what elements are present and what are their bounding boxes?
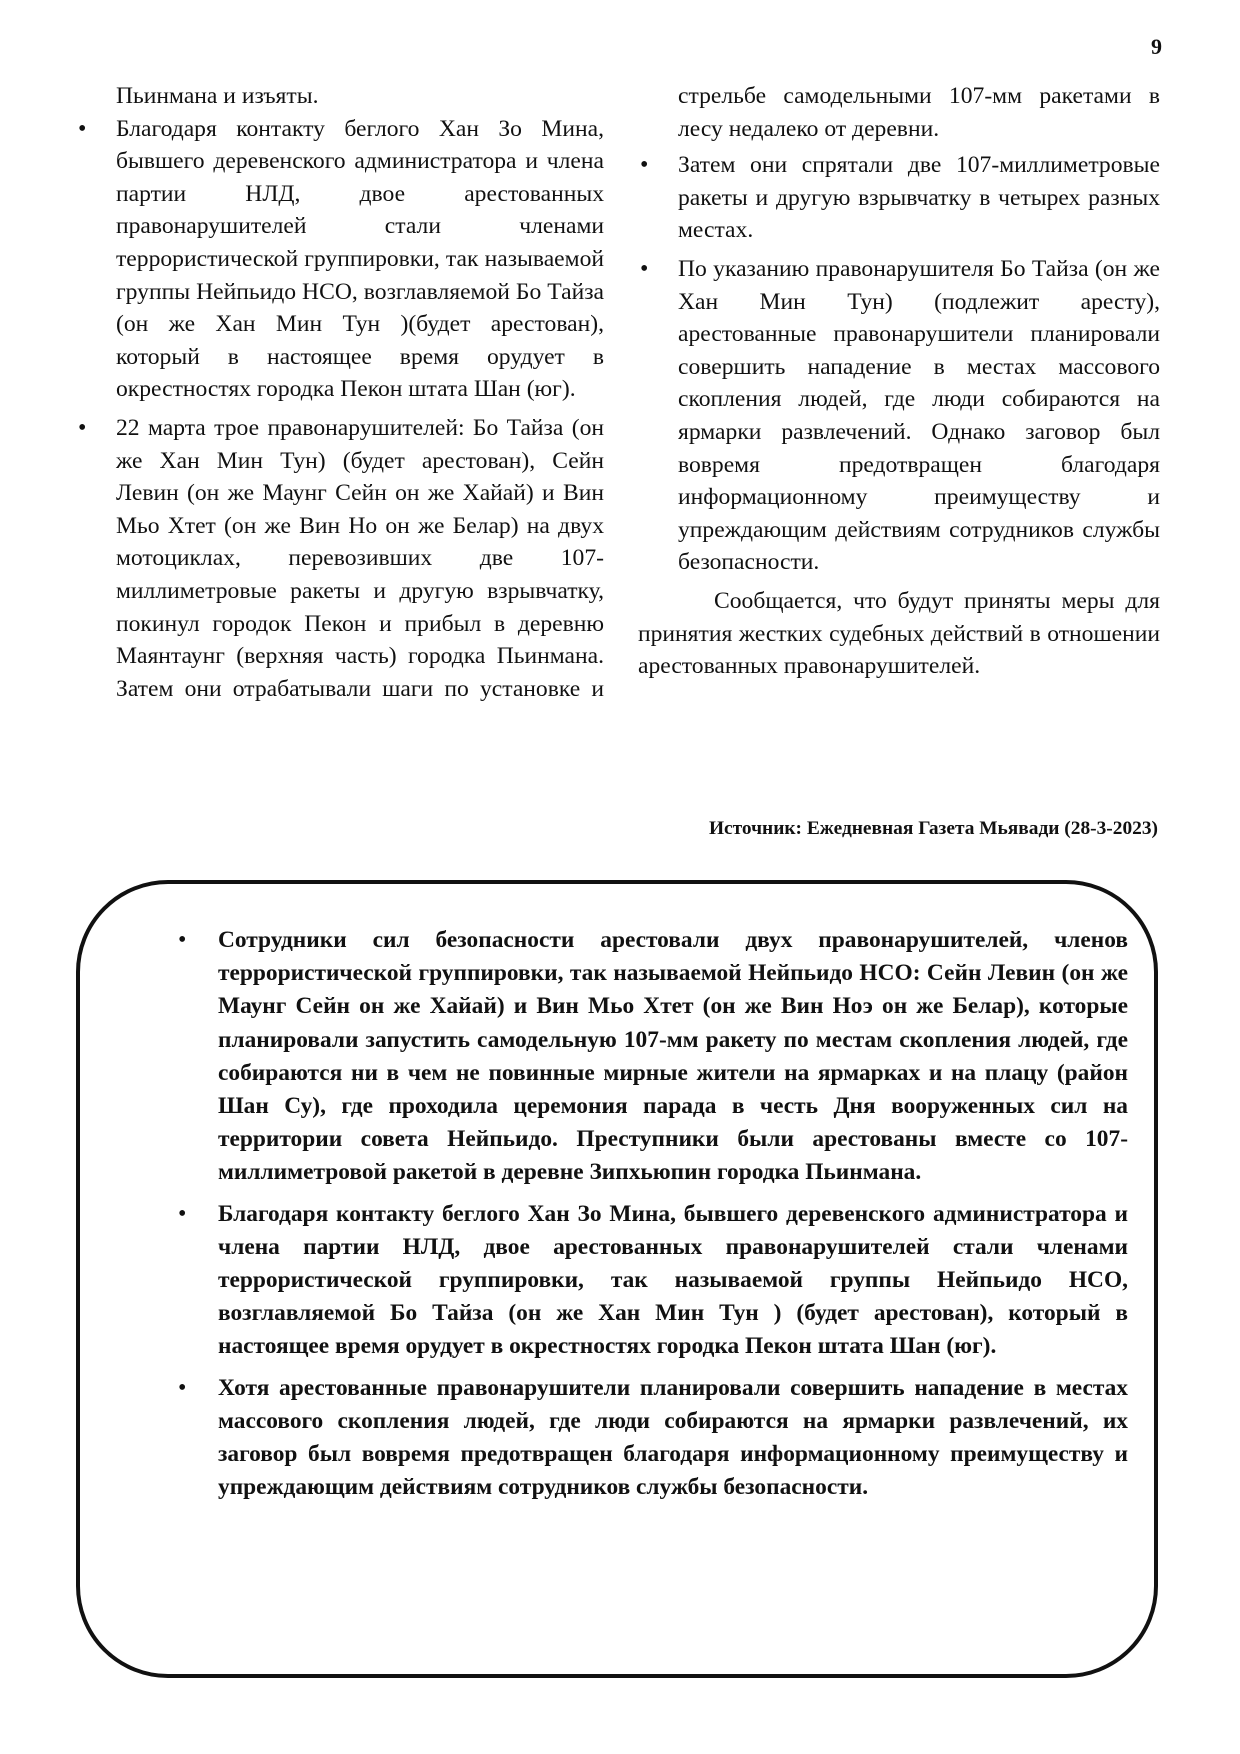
source-line: Источник: Ежедневная Газета Мьявади (28-3-2023) (708, 818, 1158, 839)
summary-bullet-list (150, 924, 1128, 1512)
left-bullet-item: • Благодаря контакту беглого Хан Зо Мина, бывшего деревенского администратора и члена партии НЛД, двое арестованных правонарушителей стали членами террористической группировки, так называемой группы Нейпьидо НСО, возглавляемой Бо Тайза (он же Хан Мин Тун )(будет арестован), который в настоящее время орудует в окрестностях городка Пекон штата Шан (юг). (76, 113, 604, 406)
summary-bullet-item: • Сотрудники сил безопасности арестовали двух правонарушителей, членов террористической группировки, так называемой Нейпьидо НСО: Сейн Левин (он же Маунг Сейн он же Хайай) и Вин Мьо Хтет (он же Вин Ноэ он же Белар), которые планировали запустить самодельную 107-мм ракету по местам скопления людей, где собираются ни в чем не повинные мирные жители на ярмарках и на плацу (район Шан Су), где проходила церемония парада в честь Дня вооруженных сил на территории совета Нейпьидо. Преступники были арестованы вместе со 107-миллиметровой ракетой в деревне Зипхьюпин городка Пьинмана. (150, 924, 1128, 1190)
right-column (638, 80, 1160, 683)
left-bullet-item: • 22 марта трое правонарушителей: Бо Тайза (он же Хан Мин Тун) (будет арестован), Сейн Левин (он же Маунг Сейн он же Хайай) и Вин Мьо Хтет (он же Вин Но он же Белар) на двух мотоциклах, перевозивших две 107-миллиметровые ракеты и другую взрывчатку, покинул городок Пекон и прибыл в деревню Маянтаунг (верхняя часть) городка Пьинмана. Затем они отрабатывали шаги по установке и (76, 412, 604, 705)
closing-paragraph: Сообщается, что будут приняты меры для принятия жестких судебных действий в отношении арестованных правонарушителей. (638, 587, 1160, 680)
summary-bullet-item: • Хотя арестованные правонарушители планировали совершить нападение в местах массового скопления людей, где люди собираются на ярмарки развлечений, их заговор был вовремя предотвращен благодаря информационному преимуществу и упреждающим действиям сотрудников службы безопасности. (150, 1372, 1128, 1505)
right-bullet-list (638, 149, 1160, 579)
summary-box (76, 880, 1158, 1678)
left-continuation-text: Пьинмана и изъяты. (116, 83, 319, 109)
left-column (76, 80, 604, 711)
right-continuation-text: стрельбе самодельными 107-мм ракетами в лесу недалеко от деревни. (678, 83, 1160, 142)
summary-bullet-item: • Благодаря контакту беглого Хан Зо Мина, бывшего деревенского администратора и члена партии НЛД, двое арестованных правонарушителей стали членами террористической группировки, так называемой группы Нейпьидо НСО, возглавляемой Бо Тайза (он же Хан Мин Тун ) (будет арестован), который в настоящее время орудует в окрестностях городка Пекон штата Шан (юг). (150, 1198, 1128, 1364)
left-bullet-list (76, 113, 604, 706)
right-bullet-item: • По указанию правонарушителя Бо Тайза (он же Хан Мин Тун) (подлежит аресту), арестованные правонарушители планировали совершить нападение в местах массового скопления людей, где люди собираются на ярмарки развлечений. Однако заговор был вовремя предотвращен благодаря информационному преимуществу и упреждающим действиям сотрудников службы безопасности. (638, 253, 1160, 579)
right-bullet-item: • Затем они спрятали две 107-миллиметровые ракеты и другую взрывчатку в четырех разных местах. (638, 149, 1160, 247)
page-number: 9 (1151, 34, 1162, 59)
